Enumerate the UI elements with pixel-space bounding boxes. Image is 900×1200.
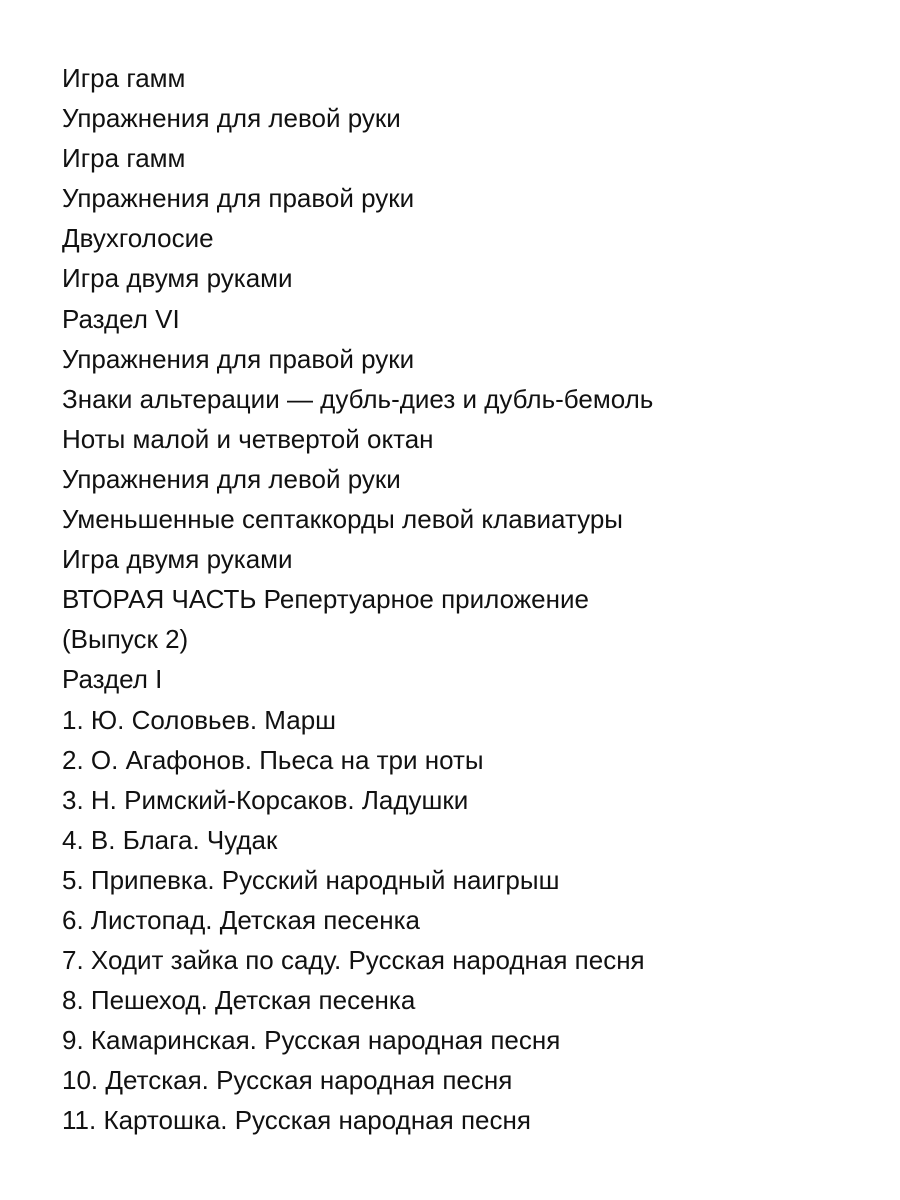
table-of-contents <box>62 58 653 1141</box>
section-heading: Раздел I <box>62 664 163 695</box>
toc-entry: Упражнения для левой руки <box>62 463 401 494</box>
repertoire-item: 7. Ходит зайка по саду. Русская народная песня <box>62 945 645 976</box>
toc-entry: Ноты малой и четвертой октан <box>62 423 434 454</box>
part-heading: ВТОРАЯ ЧАСТЬ Репертуарное приложение <box>62 584 589 615</box>
repertoire-item: 3. Н. Римский-Корсаков. Ладушки <box>62 784 469 815</box>
repertoire-item: 11. Картошка. Русская народная песня <box>62 1105 531 1136</box>
toc-entry: Уменьшенные септаккорды левой клавиатуры <box>62 504 623 535</box>
repertoire-item: 9. Камаринская. Русская народная песня <box>62 1025 561 1056</box>
repertoire-item: 5. Припевка. Русский народный наигрыш <box>62 864 560 895</box>
repertoire-item: 6. Листопад. Детская песенка <box>62 904 421 935</box>
toc-entry: Двухголосие <box>62 223 214 254</box>
toc-entry: Упражнения для правой руки <box>62 343 415 374</box>
repertoire-item: 4. В. Блага. Чудак <box>62 824 278 855</box>
repertoire-item: 10. Детская. Русская народная песня <box>62 1065 513 1096</box>
repertoire-item: 2. О. Агафонов. Пьеса на три ноты <box>62 744 484 775</box>
toc-entry: Игра гамм <box>62 63 186 93</box>
toc-entry: Упражнения для левой руки <box>62 103 401 134</box>
toc-entry: Упражнения для правой руки <box>62 183 415 214</box>
section-heading: Раздел VI <box>62 303 180 334</box>
repertoire-item: 1. Ю. Соловьев. Марш <box>62 704 337 735</box>
part-subheading: (Выпуск 2) <box>62 624 189 655</box>
repertoire-item: 8. Пешеход. Детская песенка <box>62 985 416 1016</box>
toc-entry: Игра гамм <box>62 143 186 174</box>
toc-entry: Знаки альтерации — дубль-диез и дубль-бемоль <box>62 383 654 414</box>
toc-entry: Игра двумя руками <box>62 263 293 294</box>
toc-entry: Игра двумя руками <box>62 544 293 575</box>
